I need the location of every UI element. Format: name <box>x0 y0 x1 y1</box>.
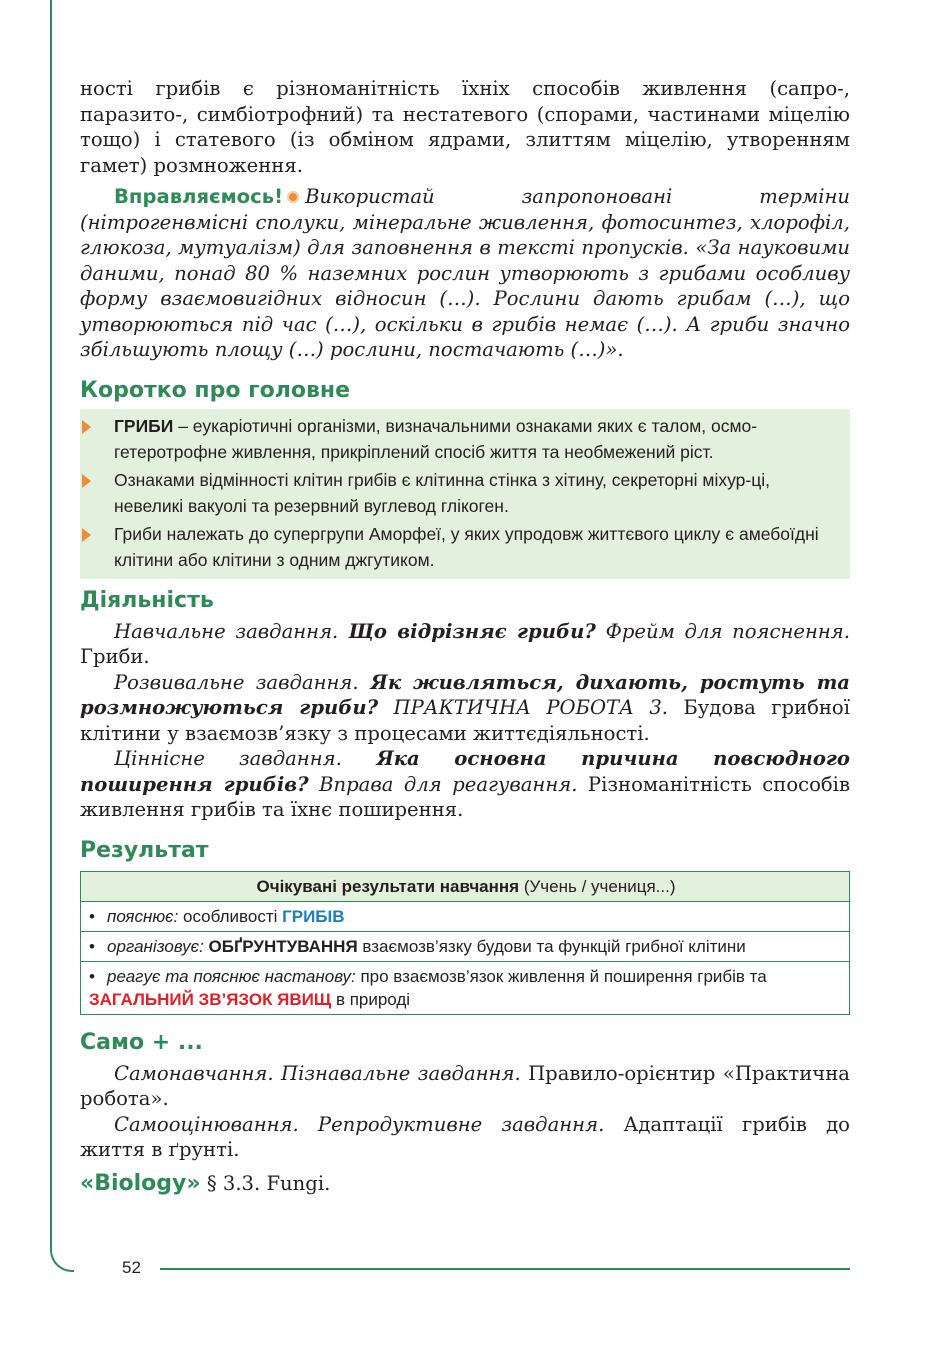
activity-paragraph-1 <box>80 619 850 670</box>
page-content <box>80 76 850 1196</box>
result-heading: Результат <box>80 837 209 863</box>
page-frame-bottom <box>160 1268 850 1270</box>
exercise-text: Використай запропоновані терміни (нітрогенвмісні сполуки, мінеральне живлення, фотосинтез, хлорофіл, глюкоза, мутуалізм) для заповнення в тексті пропусків. «За науковими даними, понад 80 % наземних рослин утворюють з грибами особливу форму взаємовигідних відносин (…). Рослини дають грибам (…), що утворюються під час (…), оскільки в грибів немає (…). А гриби значно збільшують площу (…) рослини, постачають (…)». <box>80 185 850 361</box>
header-bold: Очікувані результати навчання <box>256 876 520 896</box>
summary-item <box>80 521 850 573</box>
exercise-paragraph <box>80 184 850 363</box>
row-highlight: ОБҐРУНТУВАННЯ <box>208 936 358 956</box>
row-verb: пояснює: <box>107 906 179 926</box>
task-format: Вправа для реагування. <box>308 772 578 796</box>
task-topic: Різноманітність способів живлення грибів та їхнє поширення. <box>80 772 850 821</box>
self-task-topic: Правило-орієнтир «Практична робота». <box>80 1061 850 1110</box>
task-format: Фрейм для пояснення. <box>595 619 851 643</box>
task-format: ПРАКТИЧНА РОБОТА 3. <box>378 696 669 719</box>
self-task-type: Самонавчання. Пізнавальне завдання. <box>114 1061 521 1085</box>
task-question: Що відрізняє гриби? <box>338 619 596 643</box>
exercise-lead: Вправляємось! <box>114 185 284 208</box>
self-paragraph-2 <box>80 1112 850 1163</box>
summary-heading: Коротко про головне <box>80 377 351 403</box>
task-question: Як живляться, дихають, ростуть та розмножуються гриби? <box>80 670 850 719</box>
row-bullet: • <box>89 906 95 926</box>
row-text-after: взаємозв’язку будови та функцій грибної клітини <box>357 936 746 956</box>
task-topic: Гриби. <box>80 645 150 668</box>
self-paragraph-1 <box>80 1061 850 1112</box>
row-bullet: • <box>89 966 95 986</box>
self-task-type: Самооцінювання. Репродуктивне завдання. <box>114 1112 605 1136</box>
results-table <box>80 871 850 1015</box>
summary-item <box>80 413 850 465</box>
summary-item-text: Ознаками відмінності клітин грибів є клітинна стінка з хітину, секреторні міхур-ці, невеликі вакуолі та резервний вуглевод глікоген. <box>114 469 770 516</box>
results-row <box>81 931 850 961</box>
activity-paragraph-2 <box>80 670 850 747</box>
summary-item-strong: ГРИБИ <box>114 415 174 436</box>
results-row <box>81 901 850 931</box>
page-frame-left <box>50 0 74 1272</box>
summary-item-text: – еукаріотичні організми, визначальними ознаками яких є талом, осмо-гетеротрофне живлення, прикріплений спосіб життя та необмежений ріст. <box>114 415 758 462</box>
summary-item-text: Гриби належать до супергрупи Аморфеї, у яких упродовж життєвого циклу є амебоїдні клітини або клітини з одним джгутиком. <box>114 523 819 570</box>
triangle-bullet-icon <box>82 528 91 542</box>
biology-lead: «Biology» <box>80 1170 201 1196</box>
row-text: особливості <box>178 906 283 926</box>
row-verb: організовує: <box>107 936 204 956</box>
activity-paragraph-3 <box>80 746 850 823</box>
row-text-after: в природі <box>331 989 411 1009</box>
task-topic: Будова грибної клітини у взаємозв’язку з процесами життєдіяльності. <box>80 696 850 745</box>
results-row <box>81 961 850 1014</box>
summary-item <box>80 467 850 519</box>
header-rest: (Учень / учениця...) <box>519 876 676 896</box>
activity-heading: Діяльність <box>80 587 214 613</box>
self-task-topic: Адаптації грибів до життя в ґрунті. <box>80 1112 850 1161</box>
triangle-bullet-icon <box>82 420 91 434</box>
intro-paragraph: ності грибів є різноманітність їхніх способів живлення (сапро-, паразито-, симбіотрофний) та нестатевого (спорами, частинами міцелію тощо) і статевого (із обміном ядрами, злиттям міцелію, утворенням гамет) розмноження. <box>80 77 850 177</box>
row-highlight: ГРИБІВ <box>282 906 345 926</box>
task-type: Ціннісне завдання. <box>114 747 342 770</box>
biology-text: § 3.3. Fungi. <box>200 1171 331 1195</box>
task-type: Розвивальне завдання. <box>114 670 359 694</box>
row-highlight: ЗАГАЛЬНИЙ ЗВ’ЯЗОК ЯВИЩ <box>89 989 332 1009</box>
summary-box <box>80 409 850 579</box>
row-text: про взаємозв’язок живлення й поширення грибів та <box>355 966 767 986</box>
task-type: Навчальне завдання. <box>114 619 339 643</box>
flower-icon <box>287 191 299 203</box>
row-bullet: • <box>89 936 95 956</box>
triangle-bullet-icon <box>82 474 91 488</box>
results-table-header <box>81 871 850 901</box>
row-verb: реагує та пояснює настанову: <box>107 966 356 986</box>
self-heading: Само + ... <box>80 1029 203 1055</box>
biology-reference <box>80 1171 850 1197</box>
task-question: Яка основна причина повсюдного поширення грибів? <box>80 747 850 796</box>
page-number: 52 <box>122 1258 141 1277</box>
